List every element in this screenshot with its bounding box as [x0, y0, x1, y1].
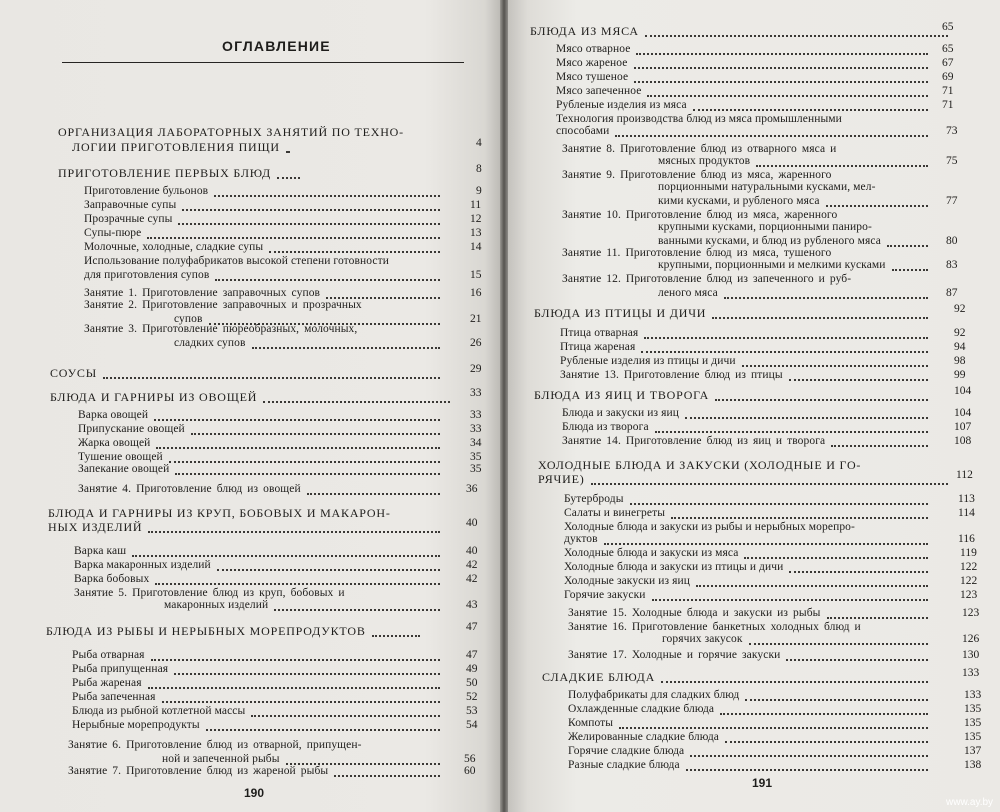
toc-page-number: 123 — [962, 607, 980, 619]
dot-leader — [644, 337, 928, 339]
dot-leader — [269, 251, 440, 253]
toc-page-number: 113 — [958, 493, 975, 505]
toc-lesson-entry: Занятие 3. Приготовление пюреобразных, молочных, — [84, 323, 358, 335]
dot-leader — [742, 365, 928, 367]
toc-section-heading: СОУСЫ — [50, 366, 97, 380]
dot-leader — [671, 517, 928, 519]
title-rule — [62, 62, 464, 63]
toc-section-heading: БЛЮДА ИЗ МЯСА — [530, 24, 639, 38]
toc-entry: для приготовления супов — [84, 269, 210, 281]
toc-page-number: 137 — [964, 745, 982, 757]
toc-entry: Рыба отварная — [72, 649, 145, 661]
dot-leader — [749, 643, 928, 645]
dot-leader — [756, 165, 928, 167]
toc-entry: Жарка овощей — [78, 437, 151, 449]
page-number: 190 — [244, 786, 265, 800]
dot-leader — [634, 81, 928, 83]
toc-page-number: 49 — [466, 663, 478, 675]
dot-leader — [661, 681, 928, 683]
toc-entry: Рыба запеченная — [72, 691, 156, 703]
toc-page-number: 126 — [962, 633, 980, 645]
dot-leader — [162, 701, 440, 703]
toc-section-heading: ОРГАНИЗАЦИЯ ЛАБОРАТОРНЫХ ЗАНЯТИЙ ПО ТЕХНО- — [58, 125, 404, 139]
book-spine — [500, 0, 508, 812]
toc-entry: Полуфабрикаты для сладких блюд — [568, 689, 740, 701]
dot-leader — [725, 741, 928, 743]
page-number: 191 — [752, 776, 773, 790]
toc-entry: супов — [174, 313, 203, 325]
toc-section-heading: БЛЮДА ИЗ ЯИЦ И ТВОРОГА — [534, 388, 710, 402]
toc-entry: Заправочные супы — [84, 199, 177, 211]
toc-page-number: 114 — [958, 507, 975, 519]
toc-page-number: 42 — [466, 573, 478, 585]
toc-entry: способами — [556, 125, 610, 137]
toc-entry: Охлажденные сладкие блюда — [568, 703, 715, 715]
dot-leader — [148, 687, 440, 689]
toc-entry: ной и запеченной рыбы — [162, 753, 280, 765]
toc-entry: Припускание овощей — [78, 423, 185, 435]
toc-page-number: 122 — [960, 575, 978, 587]
toc-page-number: 11 — [470, 199, 482, 211]
toc-entry: Использование полуфабрикатов высокой степени готовности — [84, 255, 389, 267]
toc-page-number: 138 — [964, 759, 982, 771]
dot-leader — [827, 617, 928, 619]
dot-leader — [685, 417, 928, 419]
toc-entry: ванными кусками, и блюд из рубленого мяса — [658, 235, 881, 247]
toc-section-heading: РЯЧИЕ) — [538, 472, 585, 486]
page-title: ОГЛАВЛЕНИЕ — [222, 38, 331, 54]
toc-page-number: 33 — [470, 387, 482, 399]
toc-page-number: 119 — [960, 547, 977, 559]
toc-lesson-entry: Занятие 15. Холодные блюда и закуски из рыбы — [568, 607, 821, 619]
dot-leader — [652, 599, 928, 601]
toc-page-number: 35 — [470, 463, 482, 475]
dot-leader — [156, 447, 440, 449]
dot-leader — [831, 445, 928, 447]
toc-section-heading: БЛЮДА ИЗ РЫБЫ И НЕРЫБНЫХ МОРЕПРОДУКТОВ — [46, 624, 366, 638]
toc-entry: Прозрачные супы — [84, 213, 173, 225]
dot-leader — [175, 473, 440, 475]
toc-section-heading: ЛОГИИ ПРИГОТОВЛЕНИЯ ПИЩИ — [72, 140, 280, 154]
dot-leader — [182, 209, 440, 211]
toc-page-number: 99 — [954, 369, 966, 381]
toc-page-number: 80 — [946, 235, 958, 247]
toc-page-number: 75 — [946, 155, 958, 167]
toc-page-number: 116 — [958, 533, 975, 545]
dot-leader — [641, 351, 928, 353]
dot-leader — [686, 769, 928, 771]
toc-entry: Запекание овощей — [78, 463, 170, 475]
toc-page-number: 33 — [470, 423, 482, 435]
dot-leader — [148, 531, 440, 533]
toc-entry: Горячие закуски — [564, 589, 646, 601]
toc-entry: Разные сладкие блюда — [568, 759, 680, 771]
toc-entry: Птица отварная — [560, 327, 639, 339]
dot-leader — [277, 177, 300, 179]
toc-entry: Бутерброды — [564, 493, 624, 505]
toc-page-number: 47 — [466, 649, 478, 661]
toc-page-number: 104 — [954, 407, 972, 419]
dot-leader — [252, 347, 440, 349]
toc-page-number: 65 — [942, 21, 954, 33]
toc-entry: дуктов — [564, 533, 598, 545]
dot-leader — [619, 727, 928, 729]
toc-page-number: 60 — [464, 765, 476, 777]
dot-leader — [786, 659, 928, 661]
toc-page-number: 15 — [470, 269, 482, 281]
toc-entry: Горячие сладкие блюда — [568, 745, 685, 757]
toc-page-number: 122 — [960, 561, 978, 573]
toc-entry: Рыба жареная — [72, 677, 142, 689]
dot-leader — [647, 95, 928, 97]
toc-entry: Мясо отварное — [556, 43, 631, 55]
toc-lesson-entry: Занятие 6. Приготовление блюд из отварной, припущен- — [68, 739, 362, 751]
toc-entry: макаронных изделий — [164, 599, 269, 611]
dot-leader — [274, 609, 440, 611]
toc-section-heading: ПРИГОТОВЛЕНИЕ ПЕРВЫХ БЛЮД — [58, 166, 271, 180]
toc-page-number: 21 — [470, 313, 482, 325]
toc-lesson-entry: Занятие 16. Приготовление банкетных холодных блюд и — [568, 621, 861, 633]
right-page — [508, 0, 1000, 812]
dot-leader — [645, 35, 948, 37]
toc-entry: Блюда и закуски из яиц — [562, 407, 679, 419]
toc-page-number: 33 — [470, 409, 482, 421]
dot-leader — [151, 659, 440, 661]
toc-page-number: 135 — [964, 703, 982, 715]
toc-lesson-entry: Занятие 4. Приготовление блюд из овощей — [78, 483, 301, 495]
toc-page-number: 54 — [466, 719, 478, 731]
toc-page-number: 71 — [942, 99, 954, 111]
toc-entry: горячих закусок — [662, 633, 743, 645]
toc-entry: Варка каш — [74, 545, 127, 557]
dot-leader — [887, 245, 928, 247]
dot-leader — [132, 555, 440, 557]
dot-leader — [745, 699, 928, 701]
toc-lesson-entry: Занятие 7. Приготовление блюд из жареной рыбы — [68, 765, 329, 777]
dot-leader — [712, 317, 928, 319]
toc-page-number: 108 — [954, 435, 972, 447]
toc-page-number: 135 — [964, 731, 982, 743]
toc-entry: Холодные закуски из яиц — [564, 575, 691, 587]
dot-leader — [693, 109, 928, 111]
toc-page-number: 40 — [466, 517, 478, 529]
toc-entry: Рыба припущенная — [72, 663, 169, 675]
dot-leader — [655, 431, 928, 433]
toc-entry: Мясо запеченное — [556, 85, 642, 97]
toc-page-number: 36 — [466, 483, 478, 495]
toc-entry: крупными, порционными и мелкими кусками — [658, 259, 886, 271]
dot-leader — [690, 755, 928, 757]
toc-page-number: 112 — [956, 469, 973, 481]
dot-leader — [206, 729, 440, 731]
dot-leader — [724, 297, 928, 299]
toc-page-number: 40 — [466, 545, 478, 557]
toc-entry: Варка овощей — [78, 409, 149, 421]
toc-page-number: 53 — [466, 705, 478, 717]
toc-entry: Рубленые изделия из мяса — [556, 99, 687, 111]
toc-entry: Блюда из рыбной котлетной массы — [72, 705, 246, 717]
toc-page-number: 123 — [960, 589, 978, 601]
toc-entry: мясных продуктов — [658, 155, 751, 167]
dot-leader — [154, 419, 440, 421]
toc-page-number: 73 — [946, 125, 958, 137]
dot-leader — [286, 151, 290, 153]
toc-entry: Желированные сладкие блюда — [568, 731, 719, 743]
toc-page-number: 56 — [464, 753, 476, 765]
toc-page-number: 107 — [954, 421, 972, 433]
toc-lesson-entry: Занятие 11. Приготовление блюд из мяса, тушеного — [562, 247, 832, 259]
dot-leader — [604, 543, 928, 545]
toc-page-number: 87 — [946, 287, 958, 299]
dot-leader — [251, 715, 440, 717]
dot-leader — [826, 205, 928, 207]
toc-section-heading: СЛАДКИЕ БЛЮДА — [542, 670, 656, 684]
toc-page-number: 16 — [470, 287, 482, 299]
toc-page-number: 34 — [470, 437, 482, 449]
toc-page-number: 4 — [476, 137, 482, 149]
toc-page-number: 77 — [946, 195, 958, 207]
dot-leader — [630, 503, 928, 505]
dot-leader — [307, 493, 440, 495]
toc-entry: Нерыбные морепродукты — [72, 719, 200, 731]
toc-entry: Холодные блюда и закуски из рыбы и нерыбных морепро- — [564, 521, 855, 533]
toc-lesson-entry: Занятие 10. Приготовление блюд из мяса, жаренного — [562, 209, 838, 221]
watermark: www.ay.by — [946, 797, 994, 808]
toc-section-heading: БЛЮДА И ГАРНИРЫ ИЗ ОВОЩЕЙ — [50, 390, 258, 404]
toc-page-number: 133 — [964, 689, 982, 701]
toc-entry: Мясо жареное — [556, 57, 628, 69]
toc-lesson-entry: Занятие 1. Приготовление заправочных супов — [84, 287, 321, 299]
toc-lesson-entry: Занятие 14. Приготовление блюд из яиц и творога — [562, 435, 826, 447]
toc-entry: Приготовление бульонов — [84, 185, 209, 197]
toc-section-heading: НЫХ ИЗДЕЛИЙ — [48, 520, 143, 534]
dot-leader — [169, 461, 440, 463]
toc-entry: сладких супов — [174, 337, 246, 349]
toc-page-number: 29 — [470, 363, 482, 375]
toc-page-number: 52 — [466, 691, 478, 703]
dot-leader — [615, 135, 928, 137]
toc-entry: Холодные блюда и закуски из птицы и дичи — [564, 561, 784, 573]
toc-lesson-entry: Занятие 2. Приготовление заправочных и прозрачных — [84, 299, 362, 311]
toc-entry: Компоты — [568, 717, 614, 729]
dot-leader — [715, 399, 928, 401]
toc-entry: Тушение овощей — [78, 451, 163, 463]
toc-page-number: 65 — [942, 43, 954, 55]
toc-entry: леного мяса — [658, 287, 718, 299]
dot-leader — [215, 279, 440, 281]
dot-leader — [214, 195, 440, 197]
toc-page-number: 47 — [466, 621, 478, 633]
toc-page-number: 43 — [466, 599, 478, 611]
toc-page-number: 14 — [470, 241, 482, 253]
dot-leader — [696, 585, 928, 587]
toc-entry: Варка бобовых — [74, 573, 150, 585]
toc-entry: Технология производства блюд из мяса промышленными — [556, 113, 842, 125]
toc-entry: кими кусками, и рубленого мяса — [658, 195, 820, 207]
toc-page-number: 9 — [476, 185, 482, 197]
dot-leader — [636, 53, 928, 55]
toc-page-number: 104 — [954, 385, 972, 397]
dot-leader — [147, 237, 440, 239]
toc-page-number: 133 — [962, 667, 980, 679]
toc-page-number: 13 — [470, 227, 482, 239]
dot-leader — [155, 583, 440, 585]
toc-page-number: 71 — [942, 85, 954, 97]
toc-entry: крупными кусками, порционными паниро- — [658, 221, 872, 233]
toc-page-number: 92 — [954, 327, 966, 339]
dot-leader — [103, 377, 440, 379]
toc-lesson-entry: Занятие 13. Приготовление блюд из птицы — [560, 369, 783, 381]
toc-entry: Супы-пюре — [84, 227, 142, 239]
dot-leader — [372, 635, 420, 637]
toc-entry: Молочные, холодные, сладкие супы — [84, 241, 264, 253]
dot-leader — [191, 433, 440, 435]
toc-page-number: 26 — [470, 337, 482, 349]
dot-leader — [591, 483, 948, 485]
toc-page-number: 92 — [954, 303, 966, 315]
dot-leader — [217, 569, 440, 571]
toc-entry: порционными натуральными кусками, мел- — [658, 181, 876, 193]
toc-page-number: 8 — [476, 163, 482, 175]
toc-lesson-entry: Занятие 12. Приготовление блюд из запеченного и руб- — [562, 273, 852, 285]
dot-leader — [789, 571, 928, 573]
toc-lesson-entry: Занятие 17. Холодные и горячие закуски — [568, 649, 781, 661]
toc-entry: Варка макаронных изделий — [74, 559, 211, 571]
toc-page-number: 12 — [470, 213, 482, 225]
toc-page-number: 83 — [946, 259, 958, 271]
toc-page-number: 67 — [942, 57, 954, 69]
toc-section-heading: ХОЛОДНЫЕ БЛЮДА И ЗАКУСКИ (ХОЛОДНЫЕ И ГО- — [538, 458, 862, 472]
toc-lesson-entry: Занятие 5. Приготовление блюд из круп, бобовых и — [74, 587, 345, 599]
toc-section-heading: БЛЮДА ИЗ ПТИЦЫ И ДИЧИ — [534, 306, 707, 320]
dot-leader — [634, 67, 929, 69]
toc-page-number: 130 — [962, 649, 980, 661]
toc-lesson-entry: Занятие 8. Приготовление блюд из отварного мяса и — [562, 143, 837, 155]
dot-leader — [334, 775, 440, 777]
toc-page-number: 50 — [466, 677, 478, 689]
dot-leader — [263, 401, 450, 403]
toc-page-number: 69 — [942, 71, 954, 83]
dot-leader — [744, 557, 928, 559]
toc-entry: Рубленые изделия из птицы и дичи — [560, 355, 736, 367]
dot-leader — [720, 713, 928, 715]
toc-entry: Птица жареная — [560, 341, 636, 353]
dot-leader — [174, 673, 440, 675]
toc-page-number: 42 — [466, 559, 478, 571]
toc-page-number: 135 — [964, 717, 982, 729]
toc-entry: Салаты и винегреты — [564, 507, 666, 519]
dot-leader — [178, 223, 440, 225]
dot-leader — [789, 379, 928, 381]
dot-leader — [892, 269, 928, 271]
toc-section-heading: БЛЮДА И ГАРНИРЫ ИЗ КРУП, БОБОВЫХ И МАКАРОН- — [48, 506, 391, 520]
toc-entry: Блюда из творога — [562, 421, 649, 433]
toc-entry: Мясо тушеное — [556, 71, 629, 83]
toc-entry: Холодные блюда и закуски из мяса — [564, 547, 739, 559]
toc-lesson-entry: Занятие 9. Приготовление блюд из мяса, жаренного — [562, 169, 832, 181]
toc-page-number: 94 — [954, 341, 966, 353]
toc-page-number: 98 — [954, 355, 966, 367]
toc-page-number: 35 — [470, 451, 482, 463]
